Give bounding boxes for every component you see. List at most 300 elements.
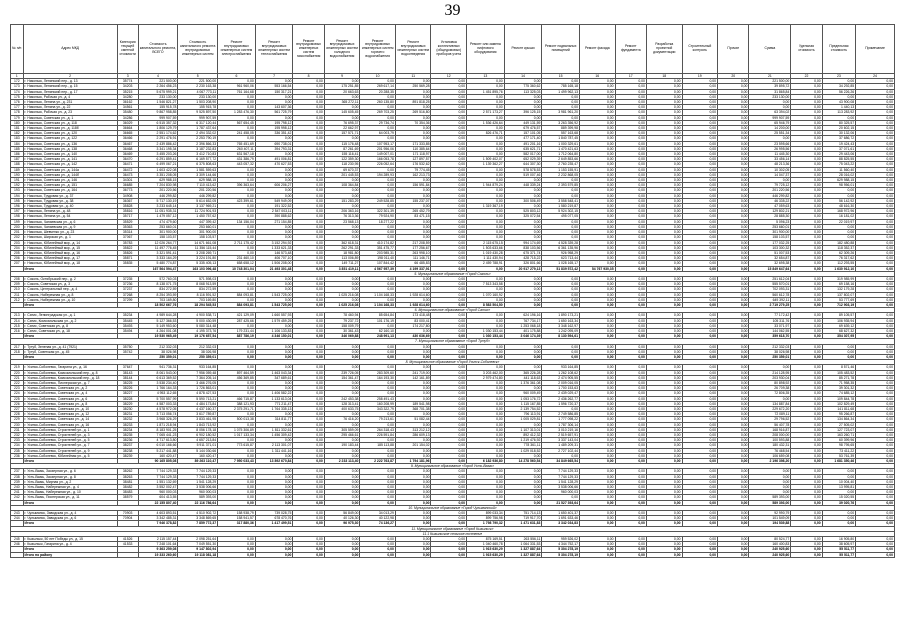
value-cell: 3 321 591,41 — [138, 250, 178, 255]
value-cell: 69 639,12 — [822, 323, 855, 328]
value-cell: 4 346 150,01 — [255, 334, 293, 339]
value-cell: 96 975,30 — [324, 521, 360, 526]
value-cell: 38143 — [117, 370, 138, 375]
value-cell: 448 339,24 — [504, 183, 542, 188]
value-cell: 0,00 — [293, 110, 324, 115]
value-cell: 0,00 — [360, 386, 396, 391]
value-cell: 0,00 — [682, 354, 718, 359]
value-cell: 0,00 — [682, 422, 718, 427]
value-cell: 258 491,43 — [360, 396, 396, 401]
value-cell: 1 070 160,92 — [467, 292, 505, 297]
value-cell: 0,00 — [791, 100, 822, 105]
value-cell: 0,00 — [791, 297, 822, 302]
value-cell: 8 116 591,52 — [178, 292, 218, 297]
value-cell: 0,00 — [431, 459, 467, 464]
value-cell: 0,00 — [324, 500, 360, 505]
value-cell: 0,00 — [615, 433, 646, 438]
value-cell: 0,00 — [395, 396, 431, 401]
value-cell: 0,00 — [856, 386, 895, 391]
value-cell: 0,00 — [431, 511, 467, 516]
address-cell: г. Усинск-Соболевск, Пионерская ул., д. 7 — [23, 380, 117, 385]
address-cell: г. Соколь, Набережная ул., д. 8 — [23, 292, 117, 297]
value-cell: 0,00 — [615, 334, 646, 339]
value-cell: 1 581 559,63 — [178, 167, 218, 172]
value-cell: 38225 — [117, 380, 138, 385]
value-cell: 0,00 — [856, 552, 895, 557]
value-cell: 201 956,06 — [360, 146, 396, 151]
value-cell: 0,00 — [255, 188, 293, 193]
address-cell: Итого — [23, 334, 117, 339]
value-cell: 1 726 863,01 — [178, 386, 218, 391]
value-cell: 0,00 — [431, 204, 467, 209]
value-cell: 0,00 — [856, 318, 895, 323]
row-number: 201 — [11, 230, 24, 235]
value-cell: 37235 — [117, 276, 138, 281]
value-cell: 0,00 — [718, 542, 749, 547]
value-cell: 631 567,18 — [218, 152, 256, 157]
address-cell: г. Усть-Вымь, Набережная ул., д. 10 — [23, 490, 117, 495]
value-cell: 0,00 — [682, 146, 718, 151]
value-cell: 0,00 — [293, 375, 324, 380]
row-number: 172 — [11, 79, 24, 84]
value-cell: 3 455 203,26 — [138, 152, 178, 157]
value-cell: 0,00 — [646, 370, 682, 375]
value-cell: 0,00 — [467, 219, 505, 224]
value-cell: 134 156,04 — [218, 219, 256, 224]
value-cell: 0,00 — [791, 516, 822, 521]
value-cell: 0,00 — [431, 323, 467, 328]
value-cell: 0,00 — [718, 94, 749, 99]
value-cell: 0,00 — [324, 490, 360, 495]
value-cell: 0,00 — [615, 120, 646, 125]
column-header: Категория текущей сметной стоимости — [117, 25, 138, 74]
value-cell: 0,00 — [580, 224, 616, 229]
value-cell: 589 393,00 — [178, 495, 218, 500]
value-cell: 1 440,13 — [822, 105, 855, 110]
value-cell: 0,00 — [255, 500, 293, 505]
value-cell: 0,00 — [615, 276, 646, 281]
value-cell: 0,00 — [718, 162, 749, 167]
value-cell: 85 654,84 — [360, 313, 396, 318]
value-cell: 80 325,57 — [822, 120, 855, 125]
value-cell: 39 020,76 — [822, 500, 855, 505]
value-cell: 0,00 — [718, 537, 749, 542]
address-cell: г. Никольск, Трудовая ул., д. 38 — [23, 198, 117, 203]
value-cell: 0,00 — [646, 511, 682, 516]
value-cell: 0,00 — [218, 282, 256, 287]
value-cell: 1 928 614,60 — [395, 302, 431, 307]
value-cell: 571 598,03 — [178, 276, 218, 281]
value-cell: 0,00 — [646, 448, 682, 453]
value-cell: 624 196,16 — [504, 313, 542, 318]
value-cell: 0,00 — [580, 178, 616, 183]
value-cell: 0,00 — [682, 136, 718, 141]
value-cell: 0,00 — [293, 459, 324, 464]
value-cell: 141 811,68 — [822, 407, 855, 412]
value-cell: 1 319 367,19 — [467, 204, 505, 209]
value-cell: 0,00 — [580, 146, 616, 151]
value-cell: 0,00 — [718, 188, 749, 193]
value-cell: 0,00 — [615, 391, 646, 396]
value-cell: 0,00 — [467, 193, 505, 198]
value-cell: 0,00 — [856, 162, 895, 167]
value-cell: 28 885,30 — [749, 214, 791, 219]
value-cell: 0,00 — [218, 344, 256, 349]
value-cell: 0,00 — [504, 94, 542, 99]
value-cell: 13 995,81 — [822, 485, 855, 490]
value-cell: 675 371,74 — [504, 250, 542, 255]
value-cell: 0,00 — [293, 136, 324, 141]
value-cell: 0,00 — [791, 407, 822, 412]
value-cell: 0,00 — [718, 318, 749, 323]
value-cell: 0,00 — [646, 209, 682, 214]
value-cell: 0,00 — [467, 443, 505, 448]
address-cell: г. Кызыльск, 50 лет Победы ул., д. 15 — [23, 537, 117, 542]
value-cell: 76 468,54 — [749, 448, 791, 453]
value-cell: 37 686,72 — [822, 136, 855, 141]
value-cell: 28 016,02 — [822, 172, 855, 177]
value-cell: 0,00 — [791, 245, 822, 250]
column-header: Ремонт внутридомовых инженерных систем газоснабжения — [293, 25, 324, 74]
value-cell: 0,00 — [856, 344, 895, 349]
value-cell: 0,00 — [324, 453, 360, 458]
value-cell: 0,00 — [718, 516, 749, 521]
address-cell: Итого — [23, 521, 117, 526]
value-cell: 0,00 — [615, 417, 646, 422]
address-cell: г. Никольск, Чапаевская ул., д. 6 — [23, 219, 117, 224]
value-cell: 0,00 — [856, 120, 895, 125]
value-cell: 0,00 — [718, 521, 749, 526]
value-cell: 175 251,85 — [324, 84, 360, 89]
value-cell: 39 895,72 — [749, 84, 791, 89]
value-cell: 34 292,85 — [822, 84, 855, 89]
address-cell: г. Никольск, Юбилейный мкр., д. 16 — [23, 250, 117, 255]
column-number: 13 — [467, 74, 505, 79]
value-cell: 0,00 — [324, 438, 360, 443]
address-cell: г. Усинск-Соболевск, Советская ул., д. 12 — [23, 412, 117, 417]
value-cell: 0,00 — [615, 448, 646, 453]
value-cell: 7 744 129,33 — [178, 469, 218, 474]
value-cell: 79 725,12 — [749, 183, 791, 188]
value-cell: 0,00 — [218, 386, 256, 391]
value-cell: 0,00 — [682, 375, 718, 380]
value-cell: 19 333 260,60 — [138, 552, 178, 557]
value-cell: 166 053,78 — [360, 157, 396, 162]
value-cell: 0,00 — [856, 412, 895, 417]
value-cell: 3 538 234,40 — [138, 380, 178, 385]
value-cell: 0,00 — [255, 94, 293, 99]
value-cell: 0,00 — [682, 219, 718, 224]
value-cell: 0,00 — [682, 188, 718, 193]
value-cell: 0,00 — [749, 100, 791, 105]
value-cell: 2 727 102,44 — [542, 448, 580, 453]
value-cell: 0,00 — [682, 167, 718, 172]
value-cell: 0,00 — [324, 542, 360, 547]
row-number: 211 — [11, 292, 24, 297]
value-cell: 0,00 — [431, 412, 467, 417]
value-cell: 0,00 — [395, 349, 431, 354]
value-cell: 0,00 — [856, 250, 895, 255]
value-cell: 0,00 — [542, 188, 580, 193]
value-cell: 241 719,00 — [395, 370, 431, 375]
value-cell: 0,00 — [504, 479, 542, 484]
value-cell: 29 736,74 — [360, 120, 396, 125]
value-cell: 0,00 — [615, 110, 646, 115]
column-number: 5 — [178, 74, 218, 79]
column-header: Ремонт крыши — [504, 25, 542, 74]
value-cell: 35493 — [117, 323, 138, 328]
value-cell: 250 359,01 — [749, 354, 791, 359]
value-cell: 0,00 — [791, 162, 822, 167]
value-cell: 26 995,56 — [749, 146, 791, 151]
address-cell: г. Никольск, Рабочая ул., д. 23 — [23, 110, 117, 115]
value-cell: 567 654,45 — [218, 120, 256, 125]
value-cell: 0,00 — [504, 495, 542, 500]
value-cell: 0,00 — [395, 105, 431, 110]
value-cell: 0,00 — [395, 552, 431, 557]
value-cell: 1 712 064,80 — [542, 152, 580, 157]
row-number: 226 — [11, 401, 24, 406]
value-cell: 0,00 — [856, 479, 895, 484]
value-cell: 0,00 — [682, 386, 718, 391]
value-cell: 0,00 — [255, 380, 293, 385]
value-cell: 1 053 176,72 — [504, 396, 542, 401]
value-cell: 1 499 962,13 — [542, 89, 580, 94]
value-cell: 0,00 — [467, 178, 505, 183]
value-cell: 0,00 — [615, 459, 646, 464]
value-cell: 0,00 — [791, 422, 822, 427]
value-cell: 0,00 — [293, 511, 324, 516]
value-cell: 0,00 — [682, 79, 718, 84]
value-cell: 10 004,40 — [822, 479, 855, 484]
row-number: 232 — [11, 433, 24, 438]
value-cell: 0,00 — [646, 354, 682, 359]
value-cell: 0,00 — [542, 407, 580, 412]
value-cell: 0,00 — [580, 214, 616, 219]
address-cell: г. Никольск, Трудовая ул., д. 37 — [23, 193, 117, 198]
value-cell: 2 291 476,91 — [138, 136, 178, 141]
value-cell: 0,00 — [431, 157, 467, 162]
value-cell: 0,00 — [822, 349, 855, 354]
value-cell: 0,00 — [293, 188, 324, 193]
value-cell: 0,00 — [293, 318, 324, 323]
value-cell: 0,00 — [856, 547, 895, 552]
row-number: 213 — [11, 313, 24, 318]
value-cell: 3 348 869,65 — [178, 516, 218, 521]
column-header: Предельная стоимость — [822, 25, 855, 74]
value-cell: 163 260,71 — [822, 433, 855, 438]
page-number: 39 — [444, 2, 461, 19]
value-cell: 0,00 — [467, 152, 505, 157]
value-cell: 0,00 — [580, 292, 616, 297]
value-cell: 1 005 029,81 — [504, 417, 542, 422]
value-cell: 0,00 — [615, 261, 646, 266]
value-cell: 80 898,92 — [749, 380, 791, 385]
value-cell: 0,00 — [431, 313, 467, 318]
value-cell: 10 302,05 — [749, 167, 791, 172]
value-cell: 0,00 — [718, 198, 749, 203]
value-cell: 157 101,05 — [504, 131, 542, 136]
value-cell: 37067 — [117, 235, 138, 240]
value-cell: 0,00 — [682, 412, 718, 417]
value-cell: 0,00 — [856, 459, 895, 464]
value-cell: 0,00 — [431, 256, 467, 261]
row-number: 244 — [11, 516, 24, 521]
value-cell: 9 363 259,08 — [138, 547, 178, 552]
value-cell: 410 174,82 — [360, 240, 396, 245]
value-cell: 4 657 213,84 — [178, 438, 218, 443]
value-cell: 0,00 — [615, 152, 646, 157]
row-number: 245 — [11, 537, 24, 542]
value-cell: 767 734,17 — [504, 318, 542, 323]
value-cell: 0,00 — [791, 354, 822, 359]
value-cell: 0,00 — [718, 375, 749, 380]
row-number: 231 — [11, 427, 24, 432]
value-cell: 38237 — [117, 443, 138, 448]
value-cell: 1 915 630,29 — [467, 552, 505, 557]
section-heading: 9. Муниципальное образование «Город Усть-Вымь» — [11, 464, 895, 469]
value-cell: 0,00 — [218, 500, 256, 505]
row-number: 190 — [11, 172, 24, 177]
value-cell: 0,00 — [580, 370, 616, 375]
value-cell: 0,00 — [580, 94, 616, 99]
value-cell: 0,00 — [467, 126, 505, 131]
value-cell: 0,00 — [615, 240, 646, 245]
column-header: Установка коллективных (общедомовых) приборов учета — [431, 25, 467, 74]
value-cell: 0,00 — [395, 500, 431, 505]
value-cell: 941 736,31 — [138, 365, 178, 370]
value-cell: 0,00 — [682, 453, 718, 458]
row-number: 241 — [11, 490, 24, 495]
value-cell: 7 744 129,33 — [542, 469, 580, 474]
row-number: 175 — [11, 94, 24, 99]
value-cell: 0,00 — [856, 224, 895, 229]
value-cell: 0,00 — [467, 401, 505, 406]
value-cell: 0,00 — [856, 141, 895, 146]
column-number: 23 — [822, 74, 855, 79]
value-cell: 0,00 — [822, 521, 855, 526]
row-number: 237 — [11, 469, 24, 474]
value-cell: 8 061 543,00 — [138, 370, 178, 375]
value-cell: 0,00 — [580, 396, 616, 401]
value-cell: 0,00 — [718, 438, 749, 443]
value-cell: 4 344 752,17 — [542, 542, 580, 547]
value-cell: 5 304 278,19 — [542, 552, 580, 557]
value-cell: 0,00 — [293, 417, 324, 422]
value-cell: 589 393,00 — [749, 495, 791, 500]
value-cell: 0,00 — [542, 453, 580, 458]
value-cell: 0,00 — [542, 349, 580, 354]
value-cell: 0,00 — [718, 328, 749, 333]
value-cell: 69 670,37 — [324, 167, 360, 172]
value-cell: 0,00 — [682, 120, 718, 125]
value-cell: 20 602,15 — [822, 126, 855, 131]
value-cell: 0,00 — [718, 126, 749, 131]
value-cell: 0,00 — [791, 401, 822, 406]
value-cell: 0,00 — [718, 433, 749, 438]
value-cell: 2 551 174,62 — [138, 131, 178, 136]
value-cell: 0,00 — [646, 547, 682, 552]
value-cell: 38232 — [117, 417, 138, 422]
value-cell: 3 333 164,29 — [138, 256, 178, 261]
value-cell: 0,00 — [856, 110, 895, 115]
value-cell: 0,00 — [856, 334, 895, 339]
value-cell: 0,00 — [822, 230, 855, 235]
value-cell: 0,00 — [682, 214, 718, 219]
value-cell: 0,00 — [293, 193, 324, 198]
value-cell: 0,00 — [791, 282, 822, 287]
value-cell: 35816 — [117, 209, 138, 214]
value-cell: 37236 — [117, 282, 138, 287]
value-cell: 0,00 — [682, 417, 718, 422]
value-cell: 158 009,79 — [324, 323, 360, 328]
value-cell: 0,00 — [504, 188, 542, 193]
value-cell: 201 220,56 — [138, 188, 178, 193]
value-cell: 0,00 — [542, 193, 580, 198]
value-cell: 0,00 — [431, 224, 467, 229]
value-cell: 560 612,78 — [749, 292, 791, 297]
value-cell: 18 502 667,76 — [138, 302, 178, 307]
row-number: 219 — [11, 365, 24, 370]
value-cell: 0,00 — [431, 141, 467, 146]
value-cell: 0,00 — [580, 417, 616, 422]
value-cell: 0,00 — [646, 224, 682, 229]
value-cell: 251 612,04 — [749, 276, 791, 281]
value-cell: 239 726,05 — [324, 370, 360, 375]
value-cell: 0,00 — [293, 172, 324, 177]
value-cell: 0,00 — [293, 126, 324, 131]
value-cell: 0,00 — [504, 178, 542, 183]
value-cell: 41526 — [117, 537, 138, 542]
row-number: 174 — [11, 89, 24, 94]
value-cell: 36685 — [117, 183, 138, 188]
value-cell: 0,00 — [718, 443, 749, 448]
value-cell: 0,00 — [504, 386, 542, 391]
value-cell: 0,00 — [718, 552, 749, 557]
value-cell: 2 439 029,47 — [542, 391, 580, 396]
value-cell: 0,00 — [791, 266, 822, 271]
value-cell: 265 452,79 — [395, 209, 431, 214]
value-cell: 0,00 — [646, 490, 682, 495]
row-number: 173 — [11, 84, 24, 89]
value-cell: 248 991,13 — [360, 334, 396, 339]
value-cell: 0,00 — [791, 479, 822, 484]
value-cell: 3 341 195,34 — [138, 146, 178, 151]
value-cell: 102 829,49 — [822, 401, 855, 406]
value-cell: 0,00 — [395, 328, 431, 333]
value-cell: 2 519 657,91 — [542, 433, 580, 438]
value-cell: 0,00 — [646, 245, 682, 250]
value-cell: 1 503 208,90 — [178, 100, 218, 105]
row-number: 222 — [11, 380, 24, 385]
value-cell: 314 811,77 — [255, 417, 293, 422]
column-number: 12 — [431, 74, 467, 79]
value-cell: 208 000,00 — [749, 433, 791, 438]
value-cell: 0,00 — [646, 516, 682, 521]
value-cell: 0,00 — [395, 204, 431, 209]
value-cell: 0,00 — [856, 443, 895, 448]
value-cell: 70903 — [117, 511, 138, 516]
value-cell: 11 356 115,44 — [178, 245, 218, 250]
value-cell: 0,00 — [615, 313, 646, 318]
value-cell: 36029 — [117, 120, 138, 125]
value-cell: 36665 — [117, 131, 138, 136]
value-cell: 0,00 — [646, 152, 682, 157]
value-cell: 0,00 — [791, 490, 822, 495]
value-cell: 19 424,43 — [822, 141, 855, 146]
value-cell: 0,00 — [749, 136, 791, 141]
value-cell: 1 794 181,96 — [395, 459, 431, 464]
